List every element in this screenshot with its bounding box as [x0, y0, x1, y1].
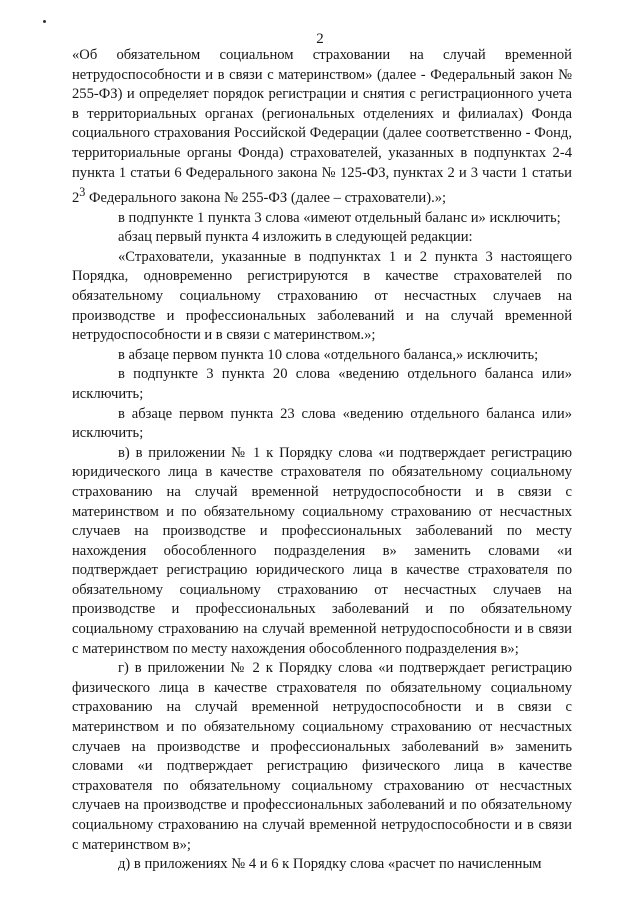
paragraph-4: «Страхователи, указанные в подпунктах 1 и 2 пункта 3 настоящего Порядка, одновременно регистрируются в качестве страхователей по обязательному социальному страхованию от несчастных случаев на производстве и профессиональных заболеваний и на случай временной нетрудоспособности и в связи с материнством.»; [72, 248, 572, 344]
paragraph-1 [72, 46, 572, 209]
document-body [72, 46, 572, 875]
paragraph-1-tail: Федерального закона № 255-ФЗ (далее – страхователи).»; [85, 190, 447, 207]
paragraph-9: г) в приложении № 2 к Порядку слова «и подтверждает регистрацию физического лица в качестве страхователя по обязательному социальному страхованию на случай временной нетрудоспособности и в связи с материнством и по обязательному социальному страхованию от несчастных случаев на производстве и профессиональных заболеваний в» заменить словами «и подтверждает регистрацию физического лица в качестве страхователя по обязательному социальному страхованию от несчастных случаев на производстве и профессиональных заболеваний и по обязательному социальному страхованию на случай временной нетрудоспособности и в связи с материнством в»; [72, 660, 572, 853]
paragraph-10: д) в приложениях № 4 и 6 к Порядку слова «расчет по начисленным [118, 856, 542, 873]
paragraph-1-text: «Об обязательном социальном страховании на случай временной нетрудоспособности и в связи с материнством» (далее - Федеральный закон № 255-ФЗ) и определяет порядок регистрации и снятия с регистрационного учета в территориальных органах (региональных отделениях и филиалах) Фонда социального страхования Российской Федерации (далее соответственно - Фонд, территориальные органы Фонда) страхователей, указанных в подпунктах 2-4 пункта 1 статьи 6 Федерального закона № 125-ФЗ, пунктах 2 и 3 части 1 статьи 2 [72, 47, 572, 207]
paragraph-6: в подпункте 3 пункта 20 слова «ведению отдельного баланса или» исключить; [72, 366, 572, 402]
superscript-mark: 3 [79, 185, 86, 200]
paragraph-7: в абзаце первом пункта 23 слова «ведению отдельного баланса или» исключить; [72, 405, 572, 442]
paragraph-2: в подпункте 1 пункта 3 слова «имеют отдельный баланс и» исключить; [118, 209, 561, 226]
paragraph-3: абзац первый пункта 4 изложить в следующей редакции: [118, 229, 473, 246]
paragraph-5: в абзаце первом пункта 10 слова «отдельного баланса,» исключить; [118, 346, 539, 363]
paragraph-8: в) в приложении № 1 к Порядку слова «и подтверждает регистрацию юридического лица в качестве страхователя по обязательному социальному страхованию на случай временной нетрудоспособности и в связи с материнством и по обязательному социальному страхованию от несчастных случаев на производстве и профессиональных заболеваний по месту нахождения обособленного подразделения в» заменить словами «и подтверждает регистрацию юридического лица в качестве страхователя по обязательному социальному страхованию от несчастных случаев на производстве и профессиональных заболеваний и по обязательному социальному страхованию на случай временной нетрудоспособности и в связи с материнством по месту нахождения обособленного подразделения в»; [72, 444, 572, 657]
scan-speck [43, 20, 46, 23]
page-number: 2 [316, 31, 324, 47]
